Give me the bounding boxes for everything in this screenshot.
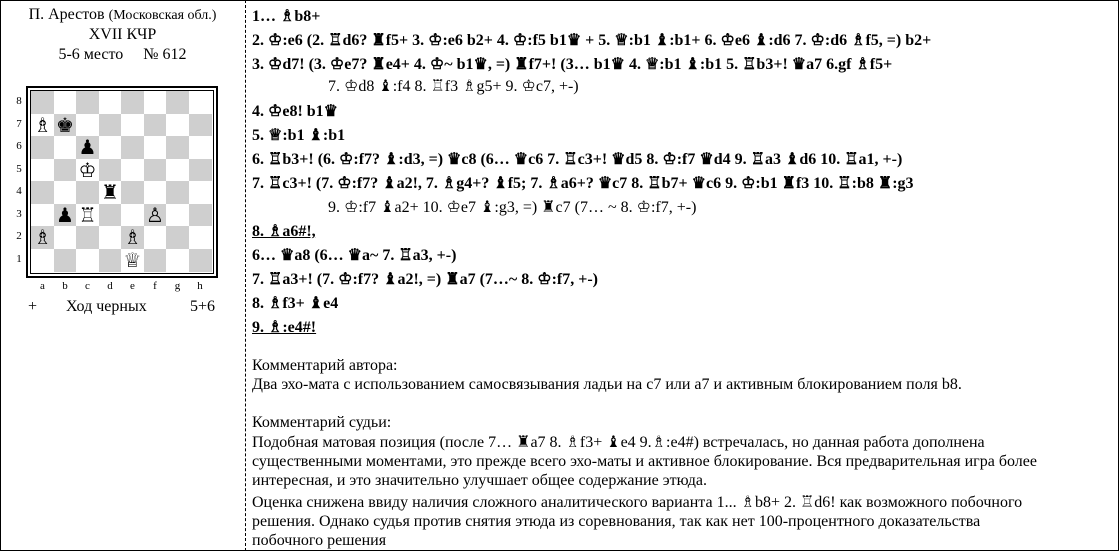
square-h5 xyxy=(189,159,212,182)
judge-comment-line: интересная, и это значительно улучшает общее содержание этюда. xyxy=(252,472,707,489)
move-line: 2. ♔:e6 (2. ♖d6? ♜f5+ 3. ♔:e6 b2+ 4. ♔:f5 b1♛ + 5. ♕:b1 ♝:b1+ 6. ♔e6 ♝:d6 7. ♔:d6 ♗f5, =) b2+ xyxy=(252,32,932,49)
move-line: 6. ♖b3+! (6. ♔:f7? ♝:d3, =) ♛c8 (6… ♛c6 7. ♖c3+! ♛d5 8. ♔:f7 ♛d4 9. ♖a3 ♝d6 10. ♖a1, +-) xyxy=(252,151,903,168)
square-h3 xyxy=(189,204,212,227)
square-a6 xyxy=(31,136,54,159)
square-b2 xyxy=(54,226,77,249)
piece-c6: ♟ xyxy=(78,135,97,159)
author-line xyxy=(0,6,245,25)
competition-title: XVII КЧР xyxy=(88,26,157,43)
move-line: 9. ♔:f7 ♝a2+ 10. ♔e7 ♝:g3, =) ♜c7 (7… ~ 8. ♔:f7, +-) xyxy=(328,199,697,216)
square-b1 xyxy=(54,249,77,272)
piece-c3: ♖ xyxy=(78,202,97,227)
square-a7 xyxy=(31,114,54,137)
file-label: e xyxy=(130,280,135,292)
piece-f3: ♙ xyxy=(146,202,164,227)
square-e4 xyxy=(121,181,144,204)
square-a5 xyxy=(31,159,54,182)
square-b6 xyxy=(54,136,77,159)
square-b8 xyxy=(54,91,77,114)
square-e7 xyxy=(121,114,144,137)
square-f2 xyxy=(144,226,167,249)
board-squares xyxy=(30,90,214,274)
square-f6 xyxy=(144,136,167,159)
move-line: 3. ♔d7! (3. ♔e7? ♜e4+ 4. ♔~ b1♛, =) ♜f7+! (3… b1♛ 4. ♕:b1 ♝:b1 5. ♖b3+! ♛a7 6.gf ♗f5+ xyxy=(252,56,893,73)
author-comment-title: Комментарий автора: xyxy=(252,357,398,374)
square-f8 xyxy=(144,91,167,114)
judge-comment-line: Оценка снижена ввиду наличия сложного аналитического варианта 1... ♗b8+ 2. ♖d6! как возможного побочного xyxy=(252,494,1023,511)
move-line: 7. ♔d8 ♝:f4 8. ♖f3 ♗g5+ 9. ♔c7, +-) xyxy=(328,78,579,95)
place-line xyxy=(0,46,245,64)
square-b7 xyxy=(54,114,77,137)
judge-comment-line: побочного решения xyxy=(252,532,387,549)
author-region: (Московская обл.) xyxy=(108,8,217,23)
move-line: 4. ♔e8! b1♛ xyxy=(252,103,339,120)
square-c1 xyxy=(76,249,99,272)
judge-comment-line: Подобная матовая позиция (после 7… ♜a7 8. ♗f3+ ♝e4 9.♗:e4#) встречалась, но данная работа дополнена xyxy=(252,434,985,451)
square-c3 xyxy=(76,204,99,227)
square-c5 xyxy=(76,159,99,182)
square-e3 xyxy=(121,204,144,227)
piece-e1: ♕ xyxy=(123,247,142,272)
rank-label: 3 xyxy=(16,207,22,220)
piece-c5: ♔ xyxy=(78,157,97,182)
problem-panel xyxy=(0,0,245,551)
file-label: h xyxy=(197,280,203,292)
square-e8 xyxy=(121,91,144,114)
file-label: b xyxy=(62,280,68,292)
square-a1 xyxy=(31,249,54,272)
square-f5 xyxy=(144,159,167,182)
rank-label: 2 xyxy=(16,230,22,242)
author-comment: Два эхо-мата с использованием самосвязывания ладьи на с7 или а7 и активным блокированием поля b8. xyxy=(252,376,962,393)
square-g5 xyxy=(166,159,189,182)
square-g8 xyxy=(166,91,189,114)
mate-line: 9. ♗:e4#! xyxy=(252,319,317,336)
file-label: a xyxy=(40,280,45,292)
square-f3 xyxy=(144,204,167,227)
square-c2 xyxy=(76,226,99,249)
to-move-sign: + xyxy=(28,298,38,315)
square-a3 xyxy=(31,204,54,227)
rank-label: 5 xyxy=(16,162,22,175)
square-e2 xyxy=(121,226,144,249)
piece-d4: ♜ xyxy=(101,180,119,204)
move-line: 5. ♕:b1 ♝:b1 xyxy=(252,127,346,144)
judge-comment-title: Комментарий судьи: xyxy=(252,414,392,431)
square-e6 xyxy=(121,136,144,159)
file-label: c xyxy=(85,280,90,292)
chess-board xyxy=(26,86,218,278)
square-g6 xyxy=(166,136,189,159)
square-h1 xyxy=(189,249,212,272)
piece-e2: ♗ xyxy=(123,225,142,249)
square-f4 xyxy=(144,181,167,204)
square-a8 xyxy=(31,91,54,114)
move-line: 7. ♖a3+! (7. ♔:f7? ♝a2!, =) ♜a7 (7…~ 8. ♔:f7, +-) xyxy=(252,271,598,288)
square-f7 xyxy=(144,114,167,137)
square-c4 xyxy=(76,181,99,204)
problem-number: № 612 xyxy=(143,46,187,63)
column-divider xyxy=(245,0,246,551)
square-d6 xyxy=(99,136,122,159)
square-h4 xyxy=(189,181,212,204)
move-line: 6… ♛a8 (6… ♛a~ 7. ♖a3, +-) xyxy=(252,247,457,264)
piece-b3: ♟ xyxy=(56,202,74,227)
move-line: 1… ♗b8+ xyxy=(252,8,321,25)
rank-label: 1 xyxy=(16,252,22,265)
square-h6 xyxy=(189,136,212,159)
square-h8 xyxy=(189,91,212,114)
judge-comment-line: решения. Однако судья против снятия этюда из соревнования, так как нет 100-процентного доказательства xyxy=(252,513,981,530)
rank-label: 6 xyxy=(16,140,22,152)
square-g1 xyxy=(166,249,189,272)
place: 5-6 место xyxy=(58,46,124,63)
square-g2 xyxy=(166,226,189,249)
square-d7 xyxy=(99,114,122,137)
rank-label: 7 xyxy=(16,117,22,130)
move-line: 8. ♗f3+ ♝e4 xyxy=(252,295,339,312)
square-g4 xyxy=(166,181,189,204)
square-d5 xyxy=(99,159,122,182)
piece-b7: ♚ xyxy=(56,112,74,137)
piece-a7: ♗ xyxy=(33,112,52,137)
file-label: f xyxy=(153,280,157,292)
square-e1 xyxy=(121,249,144,272)
square-g7 xyxy=(166,114,189,137)
square-d8 xyxy=(99,91,122,114)
square-b5 xyxy=(54,159,77,182)
square-f1 xyxy=(144,249,167,272)
square-b4 xyxy=(54,181,77,204)
piece-count: 5+6 xyxy=(190,298,216,315)
square-c6 xyxy=(76,136,99,159)
square-d2 xyxy=(99,226,122,249)
square-b3 xyxy=(54,204,77,227)
square-d1 xyxy=(99,249,122,272)
piece-a2: ♗ xyxy=(33,225,52,249)
file-label: g xyxy=(174,280,181,292)
mate-line: 8. ♗a6#!, xyxy=(252,223,316,240)
square-c7 xyxy=(76,114,99,137)
judge-comment-line: существенными моментами, это прежде всего эхо-маты и активное блокирование. Вся предварительная игра более xyxy=(252,453,1037,470)
to-move: Ход черных xyxy=(66,298,147,315)
rank-label: 8 xyxy=(16,95,22,107)
square-h2 xyxy=(189,226,212,249)
square-a2 xyxy=(31,226,54,249)
author-name: П. Арестов xyxy=(28,6,105,23)
square-a4 xyxy=(31,181,54,204)
square-d3 xyxy=(99,204,122,227)
square-c8 xyxy=(76,91,99,114)
square-h7 xyxy=(189,114,212,137)
move-line: 7. ♖c3+! (7. ♔:f7? ♝a2!, 7. ♗g4+? ♝f5; 7. ♗a6+? ♛c7 8. ♖b7+ ♛c6 9. ♔:b1 ♜f3 10. ♖:b8 ♜:g3 xyxy=(252,175,914,192)
square-d4 xyxy=(99,181,122,204)
square-e5 xyxy=(121,159,144,182)
rank-label: 4 xyxy=(16,185,22,197)
file-label: d xyxy=(107,280,113,292)
square-g3 xyxy=(166,204,189,227)
